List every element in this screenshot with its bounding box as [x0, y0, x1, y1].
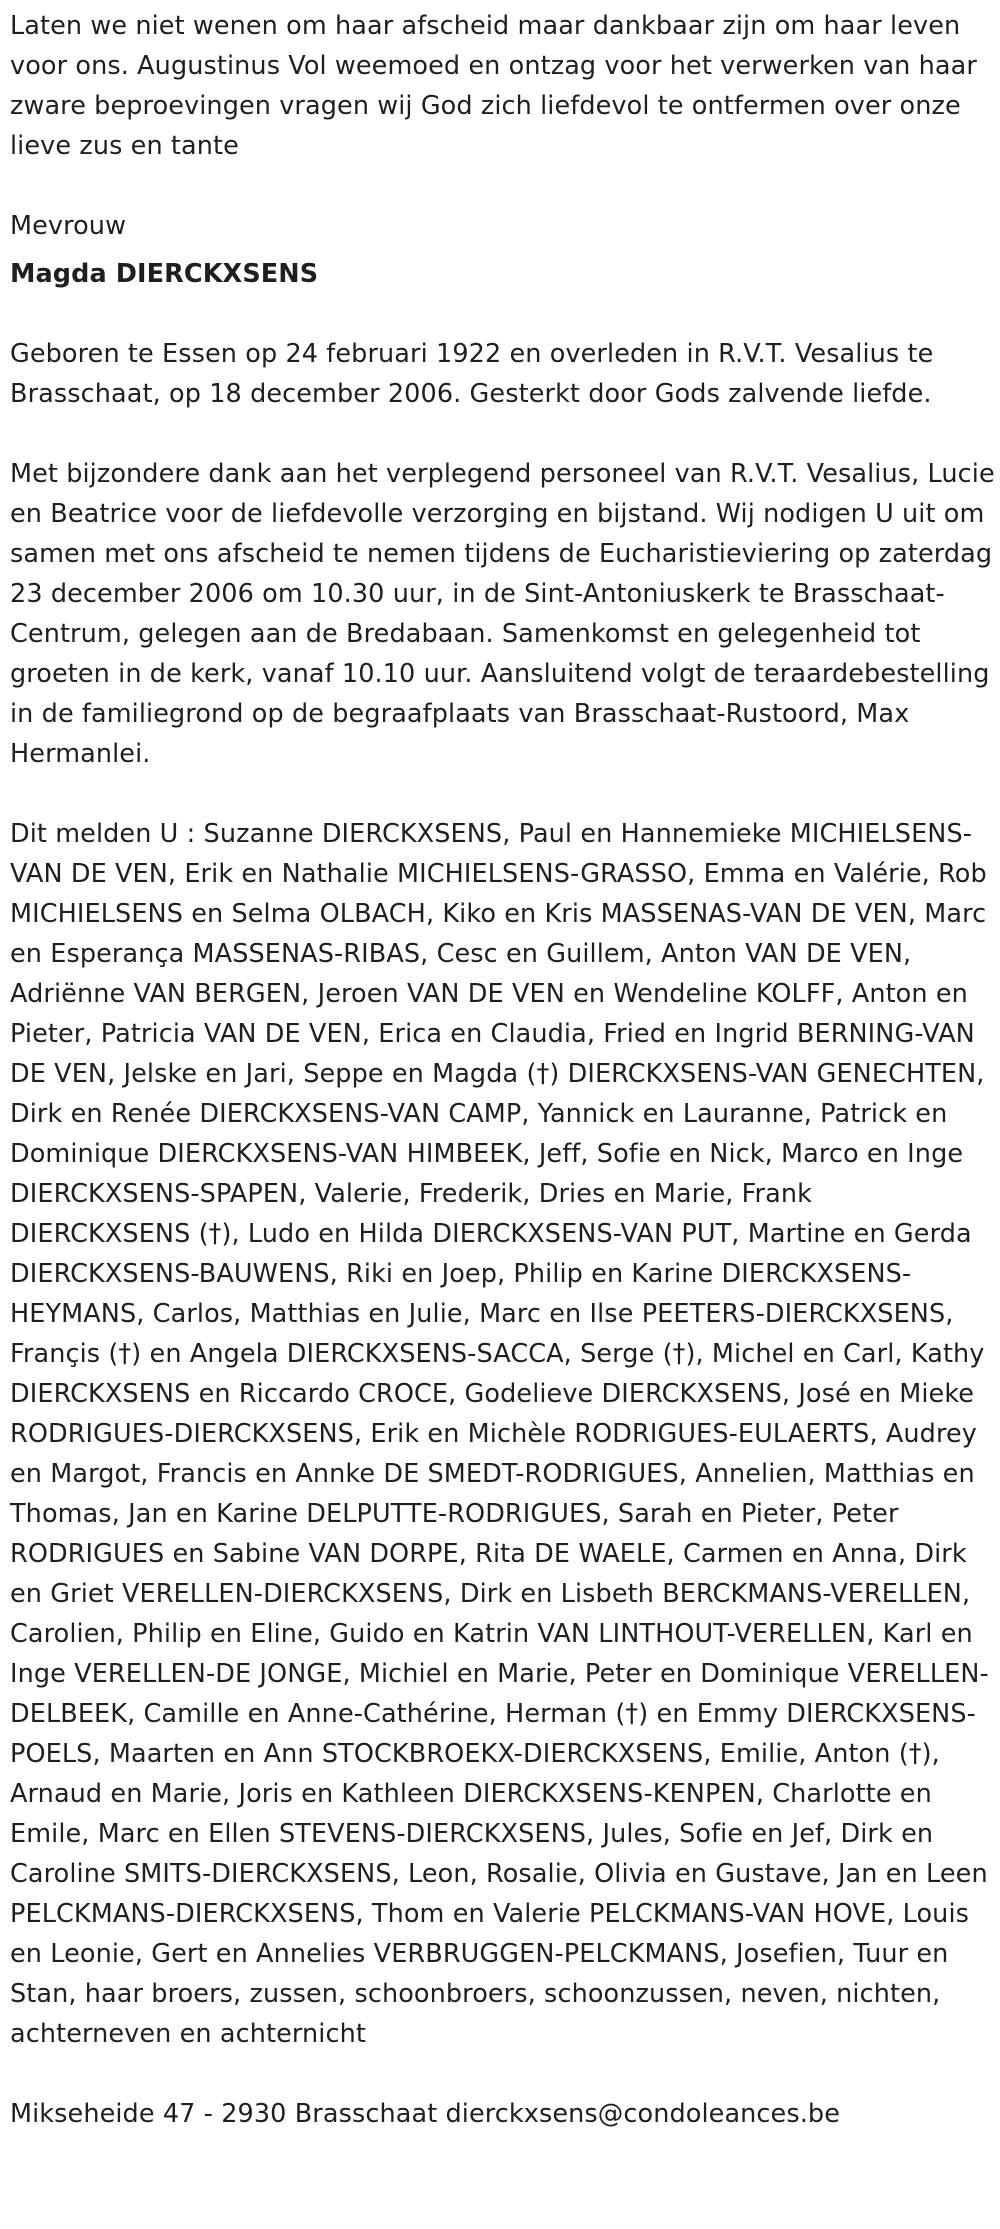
honorific-title: Mevrouw: [10, 211, 127, 241]
birth-death-paragraph: Geboren te Essen op 24 februari 1922 en overleden in R.V.T. Vesalius te Brasschaat, op 18 december 2006. Gesterkt door Gods zalvende liefde.: [10, 339, 934, 409]
address-line: Mikseheide 47 - 2930 Brasschaat dierckxsens@condoleances.be: [10, 2099, 841, 2129]
family-paragraph: Dit melden U : Suzanne DIERCKXSENS, Paul en Hannemieke MICHIELSENS-VAN DE VEN, Erik en Nathalie MICHIELSENS-GRASSO, Emma en Valérie, Rob MICHIELSENS en Selma OLBACH, Kiko en Kris MASSENAS-VAN DE VEN, Marc en Esperança MASSENAS-RIBAS, Cesc en Guillem, Anton VAN DE VEN, Adriënne VAN BERGEN, Jeroen VAN DE VEN en Wendeline KOLFF, Anton en Pieter, Patricia VAN DE VEN, Erica en Claudia, Fried en Ingrid BERNING-VAN DE VEN, Jelske en Jari, Seppe en Magda (†) DIERCKXSENS-VAN GENECHTEN, Dirk en Renée DIERCKXSENS-VAN CAMP, Yannick en Lauranne, Patrick en Dominique DIERCKXSENS-VAN HIMBEEK, Jeff, Sofie en Nick, Marco en Inge DIERCKXSENS-SPAPEN, Valerie, Frederik, Dries en Marie, Frank DIERCKXSENS (†), Ludo en Hilda DIERCKXSENS-VAN PUT, Martine en Gerda DIERCKXSENS-BAUWENS, Riki en Joep, Philip en Karine DIERCKXSENS-HEYMANS, Carlos, Matthias en Julie, Marc en Ilse PEETERS-DIERCKXSENS, Françis (†) en Angela DIERCKXSENS-SACCA, Serge (†), Michel en Carl, Kathy DIERCKXSENS en Riccardo CROCE, Godelieve DIERCKXSENS, José en Mieke RODRIGUES-DIERCKXSENS, Erik en Michèle RODRIGUES-EULAERTS, Audrey en Margot, Francis en Annke DE SMEDT-RODRIGUES, Annelien, Matthias en Thomas, Jan en Karine DELPUTTE-RODRIGUES, Sarah en Pieter, Peter RODRIGUES en Sabine VAN DORPE, Rita DE WAELE, Carmen en Anna, Dirk en Griet VERELLEN-DIERCKXSENS, Dirk en Lisbeth BERCKMANS-VERELLEN, Carolien, Philip en Eline, Guido en Katrin VAN LINTHOUT-VERELLEN, Karl en Inge VERELLEN-DE JONGE, Michiel en Marie, Peter en Dominique VERELLEN-DELBEEK, Camille en Anne-Cathérine, Herman (†) en Emmy DIERCKXSENS-POELS, Maarten en Ann STOCKBROEKX-DIERCKXSENS, Emilie, Anton (†), Arnaud en Marie, Joris en Kathleen DIERCKXSENS-KENPEN, Charlotte en Emile, Marc en Ellen STEVENS-DIERCKXSENS, Jules, Sofie en Jef, Dirk en Caroline SMITS-DIERCKXSENS, Leon, Rosalie, Olivia en Gustave, Jan en Leen PELCKMANS-DIERCKXSENS, Thom en Valerie PELCKMANS-VAN HOVE, Louis en Leonie, Gert en Annelies VERBRUGGEN-PELCKMANS, Josefien, Tuur en Stan, haar broers, zussen, schoonbroers, schoonzussen, neven, nichten, achterneven en achternicht: [10, 819, 989, 2049]
obituary-notice: [10, 6, 995, 2134]
deceased-name: Magda DIERCKXSENS: [10, 259, 319, 289]
ceremony-paragraph: Met bijzondere dank aan het verplegend personeel van R.V.T. Vesalius, Lucie en Beatrice voor de liefdevolle verzorging en bijstand. Wij nodigen U uit om samen met ons afscheid te nemen tijdens de Eucharistieviering op zaterdag 23 december 2006 om 10.30 uur, in de Sint-Antoniuskerk te Brasschaat-Centrum, gelegen aan de Bredabaan. Samenkomst en gelegenheid tot groeten in de kerk, vanaf 10.10 uur. Aansluitend volgt de teraardebestelling in de familiegrond op de begraafplaats van Brasschaat-Rustoord, Max Hermanlei.: [10, 459, 995, 769]
intro-quote: Laten we niet wenen om haar afscheid maar dankbaar zijn om haar leven voor ons. Augustinus Vol weemoed en ontzag voor het verwerken van haar zware beproevingen vragen wij God zich liefdevol te ontfermen over onze lieve zus en tante: [10, 11, 977, 161]
